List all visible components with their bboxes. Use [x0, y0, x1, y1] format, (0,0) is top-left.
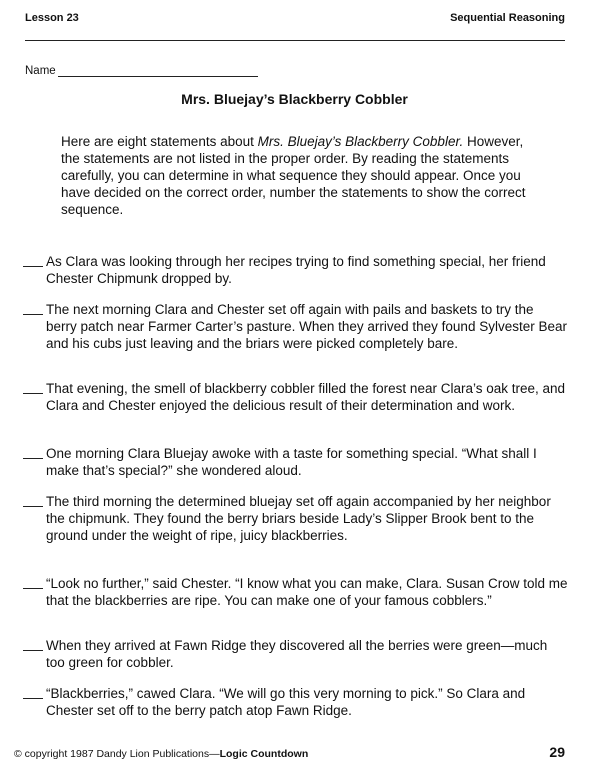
lesson-label: Lesson 23: [25, 12, 79, 24]
copyright-notice: [14, 748, 308, 760]
answer-blank[interactable]: [23, 494, 43, 507]
answer-blank[interactable]: [23, 576, 43, 589]
intro-text-1: Here are eight statements about: [61, 134, 258, 149]
statement-item: [23, 685, 568, 719]
statement-text: “Blackberries,” cawed Clara. “We will go this very morning to pick.” So Clara and Chester set off to the berry patch atop Fawn Ridge.: [46, 686, 526, 718]
instructions-paragraph: [61, 133, 531, 218]
book-brand: Logic Countdown: [219, 748, 309, 760]
answer-blank[interactable]: [23, 254, 43, 267]
statement-item: [23, 253, 568, 287]
answer-blank[interactable]: [23, 302, 43, 315]
page-number: 29: [549, 744, 565, 760]
name-label: Name: [25, 65, 56, 77]
statement-item: [23, 380, 568, 414]
worksheet-title: Mrs. Bluejay’s Blackberry Cobbler: [181, 91, 408, 107]
intro-book-title: Mrs. Bluejay’s Blackberry Cobbler.: [257, 134, 464, 149]
statement-item: [23, 637, 568, 671]
statement-text: “Look no further,” said Chester. “I know what you can make, Clara. Susan Crow told me that the blackberries are ripe. You can make one of your famous cobblers.”: [46, 576, 568, 608]
page-header: [25, 12, 565, 41]
answer-blank[interactable]: [23, 638, 43, 651]
answer-blank[interactable]: [23, 686, 43, 699]
statement-item: [23, 493, 568, 544]
statement-text: The third morning the determined bluejay set off again accompanied by her neighbor the chipmunk. They found the berry briars beside Lady’s Slipper Brook bent to the ground under the weight of ripe, juicy blackberries.: [46, 494, 551, 543]
name-field[interactable]: [25, 65, 258, 77]
statement-item: [23, 301, 568, 352]
answer-blank[interactable]: [23, 381, 43, 394]
intro-text-2: However, the statements are not listed in the proper order. By reading the statements carefully, you can determine in what sequence they should appear. Once you have decided on the correct order, number the statements to show the correct sequence.: [61, 134, 526, 217]
name-underline[interactable]: [58, 65, 258, 77]
page-footer: [14, 744, 565, 760]
statement-item: [23, 575, 568, 609]
answer-blank[interactable]: [23, 446, 43, 459]
topic-label: Sequential Reasoning: [450, 12, 565, 24]
copyright-text: © copyright 1987 Dandy Lion Publications—: [14, 748, 220, 760]
statement-item: [23, 445, 568, 479]
statement-text: The next morning Clara and Chester set off again with pails and baskets to try the berry patch near Farmer Carter’s pasture. When they arrived they found Sylvester Bear and his cubs just leaving and the briars were picked completely bare.: [46, 302, 567, 351]
statement-text: One morning Clara Bluejay awoke with a taste for something special. “What shall I make that’s special?” she wondered aloud.: [46, 446, 537, 478]
statement-text: As Clara was looking through her recipes trying to find something special, her friend Chester Chipmunk dropped by.: [46, 254, 546, 286]
statement-text: That evening, the smell of blackberry cobbler filled the forest near Clara’s oak tree, and Clara and Chester enjoyed the delicious result of their determination and work.: [46, 381, 566, 413]
statement-text: When they arrived at Fawn Ridge they discovered all the berries were green—much too green for cobbler.: [46, 638, 548, 670]
